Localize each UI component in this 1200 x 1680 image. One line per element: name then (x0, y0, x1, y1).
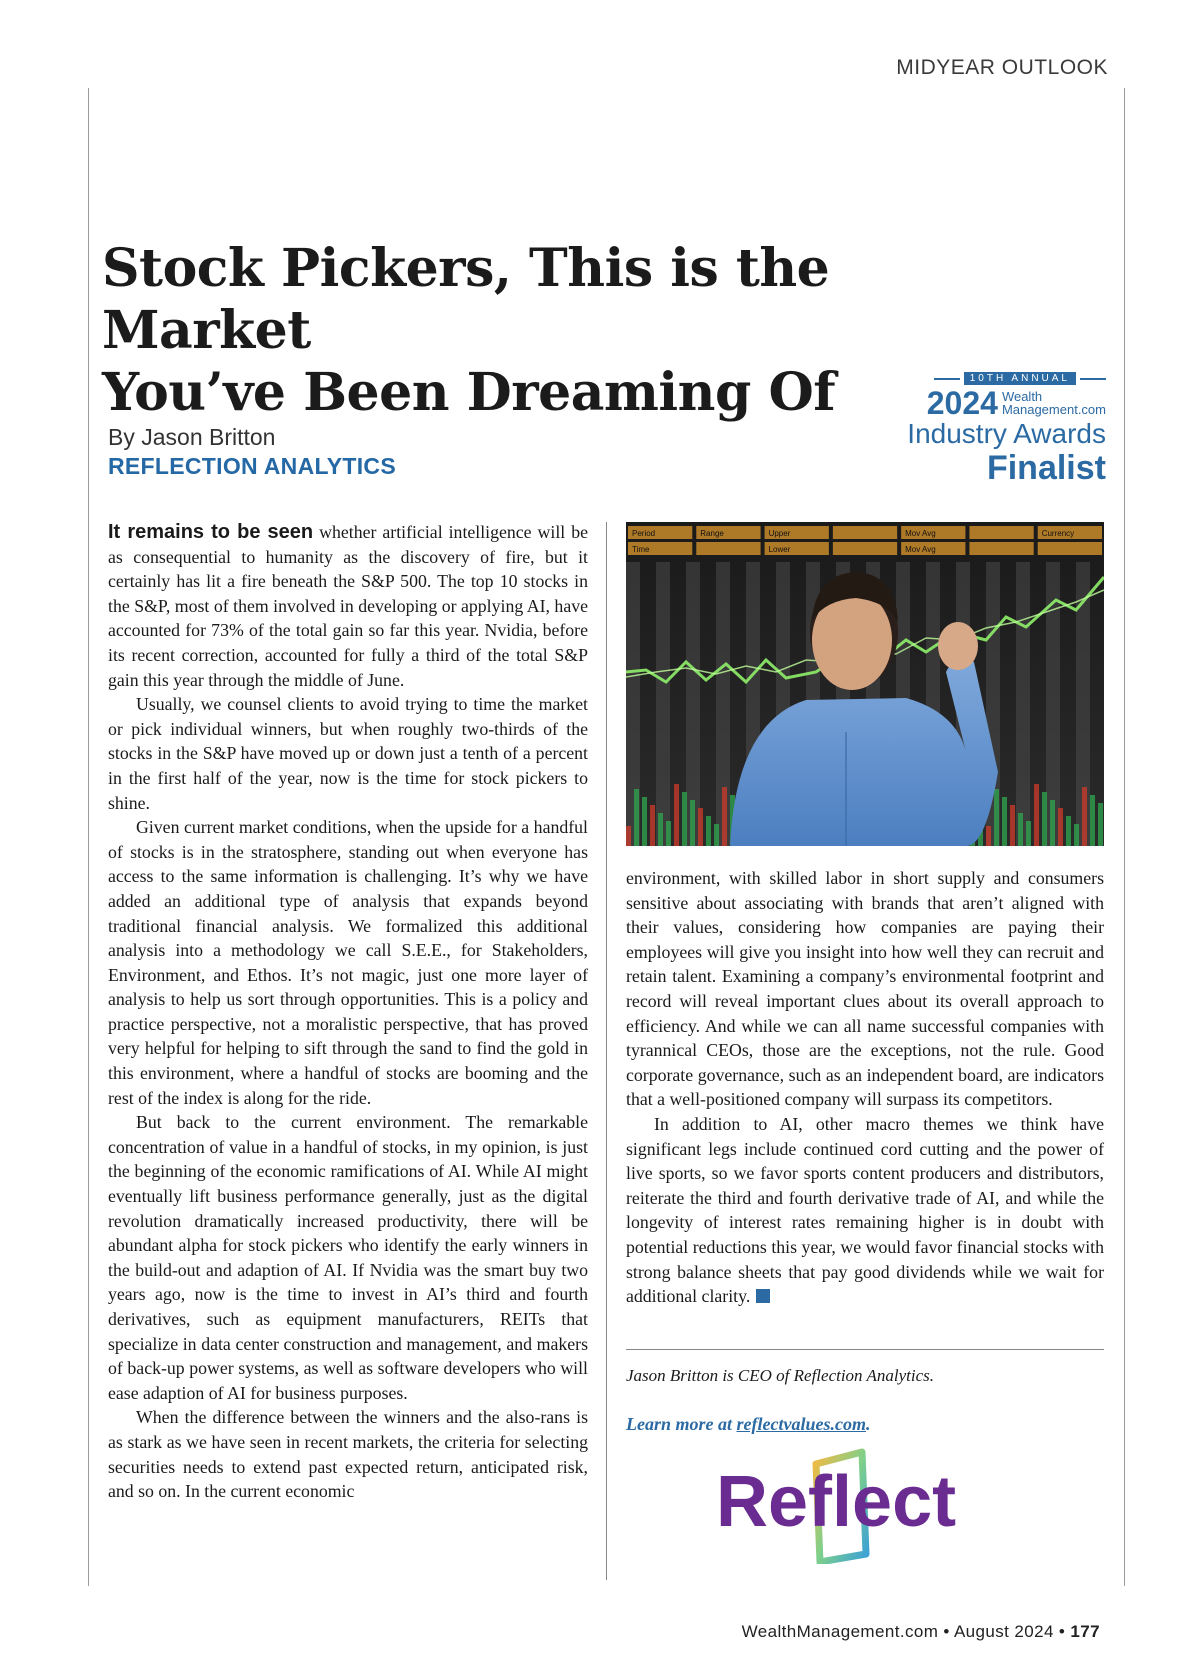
left-margin-rule (88, 88, 89, 1586)
lead-in: It remains to be seen (108, 521, 314, 543)
screen-bar (650, 805, 655, 846)
footer-site: WealthManagement.com (741, 1622, 939, 1641)
screen-bar (1034, 784, 1039, 846)
title-line-1: Stock Pickers, This is the Market (102, 238, 830, 361)
award-annual-text: 10TH ANNUAL (964, 372, 1076, 385)
screen-bar (682, 792, 687, 846)
screen-bar (666, 821, 671, 846)
award-year: 2024 (926, 385, 998, 421)
screen-bar (714, 824, 719, 846)
author-company: REFLECTION ANALYTICS (108, 453, 396, 479)
screen-bar (674, 784, 679, 846)
award-name: Industry Awards (907, 418, 1106, 449)
screen-bar (1010, 805, 1015, 846)
paragraph-2: Usually, we counsel clients to avoid trying to time the market or pick individual winners, but when roughly two-thirds of the stocks in the S&P have moved up or down just a tenth of a percent in the first half of the year, now is the time for stock pickers to shine. (108, 694, 588, 813)
ticker-label: Time (632, 545, 650, 554)
website-link[interactable]: reflectvalues.com (736, 1414, 866, 1434)
screen-bar (1026, 821, 1031, 846)
paragraph-6: In addition to AI, other macro themes we think have significant legs include continued cord cutting and the power of live sports, so we favor sports content producers and distributors, reiterate the third and fourth derivative trade of AI, and while the longevity of interest rates remaining higher is in doubt with potential reductions this year, we would favor financial stocks with strong balance sheets that pay good dividends while we wait for additional clarity. (626, 1113, 1104, 1307)
screen-bar (1082, 787, 1087, 846)
screen-stripe (1016, 562, 1030, 846)
screen-bar (1002, 797, 1007, 846)
screen-bar (1074, 824, 1079, 846)
ticker-label: Mov Avg (905, 529, 936, 538)
paragraph-5: When the difference between the winners and the also-rans is as stark as we have seen in recent markets, the criteria for selecting securities needs to extend past expected return, anticipated risk, and so on. In the current economic (108, 1407, 588, 1502)
ticker-label: Period (632, 529, 656, 538)
screen-bar (1042, 792, 1047, 846)
right-margin-rule (1124, 88, 1125, 1586)
page-footer: WealthManagement.com • August 2024 • 177 (741, 1622, 1100, 1641)
screen-bar (634, 789, 639, 846)
column-divider (606, 522, 607, 1580)
ticker-cell (833, 542, 897, 555)
ticker-cell (1038, 542, 1102, 555)
award-badge (866, 372, 1106, 487)
screen-bar (1090, 795, 1095, 846)
paragraph-4: But back to the current environment. The remarkable concentration of value in a handful of stocks, in my opinion, is just the beginning of the economic ramifications of AI. While AI might eventually lift business performance generally, just as the digital revolution dramatically increased productivity, there will be abundant alpha for stock pickers who identify the early winners in the build-out and adaption of AI. If Nvidia was the smart buy two years ago, now is the time to invest in AI’s third and fourth derivatives, such as equipment manufacturers, REITs that specialize in data center construction and management, and makers of back-up power systems, as well as software developers who will ease adaption of AI for business purposes. (108, 1112, 588, 1403)
footer-date: August 2024 (953, 1622, 1054, 1641)
ticker-label: Mov Avg (905, 545, 936, 554)
ticker-cell (969, 542, 1033, 555)
screen-bar (642, 797, 647, 846)
screen-bar (706, 816, 711, 846)
paragraph-1: It remains to be seen whether artificial intelligence will be as consequential to humanity as the discovery of fire, but it certainly has lit a fire beneath the S&P 500. The top 10 stocks in the S&P, most of them involved in developing or applying AI, have accounted for 73% of the total gain so far this year. Nvidia, before its recent correction, accounted for fully a third of the total S&P gain this year through the middle of June. (108, 521, 588, 690)
screen-bar (1050, 800, 1055, 846)
screen-bar (626, 826, 631, 846)
paragraph-5-continued: environment, with skilled labor in short supply and consumers sensitive about associating with brands that aren’t aligned with their values, considering how companies are paying their employees will give you insight into how well they can recruit and retain talent. Examining a company’s environmental footprint and record will reveal important clues about its overall approach to efficiency. And while we can all name successful companies with tyrannical CEOs, those are the exceptions, not the rule. Good corporate governance, such as an independent board, are indicators that a well-positioned company will surpass its competitors. (626, 868, 1104, 1110)
end-mark-icon (756, 1289, 770, 1303)
ticker-cell (969, 526, 1033, 539)
screen-bar (986, 826, 991, 846)
screen-bar (658, 813, 663, 846)
award-annual-banner (866, 372, 1106, 385)
award-status: Finalist (986, 449, 1106, 487)
screen-bar (690, 800, 695, 846)
award-site: Wealth Management.com (1001, 389, 1106, 417)
page-number: 177 (1070, 1622, 1100, 1641)
screen-bar (1018, 813, 1023, 846)
ticker-cell (833, 526, 897, 539)
screen-bar (1058, 808, 1063, 846)
screen-bar (698, 808, 703, 846)
title-line-2: You’ve Been Dreaming Of (102, 362, 836, 423)
ticker-label: Upper (768, 529, 791, 538)
author-bio: Jason Britton is CEO of Reflection Analytics. (626, 1366, 935, 1385)
paragraph-3: Given current market conditions, when the upside for a handful of stocks is in the stratosphere, standing out when everyone has access to the same information is challenging. It’s why we have added an additional type of analysis that expands beyond traditional financial analysis. We formalized this additional analysis into a methodology we call S.E.E., for Stakeholders, Environment, and Ethos. It’s not magic, just one more layer of analysis to help us sort through opportunities. This is a policy and practice perspective, not a moralistic perspective, that has proved very helpful for helping to sift through the sand to find the gold in this environment, where a handful of stocks are booming and the rest of the index is along for the ride. (108, 817, 588, 1108)
reflect-logo (716, 1446, 1016, 1564)
ticker-cell (696, 542, 760, 555)
screen-bar (994, 789, 999, 846)
article-column-right (626, 866, 1104, 1309)
ticker-label: Range (700, 529, 724, 538)
logo-text: Reflect (716, 1462, 957, 1542)
screen-bar (1066, 816, 1071, 846)
bio-divider (626, 1349, 1104, 1350)
byline: By Jason Britton (108, 424, 276, 450)
screen-bar (1098, 803, 1103, 846)
screen-stripe (656, 562, 670, 846)
ticker-label: Lower (768, 545, 791, 554)
section-label: MIDYEAR OUTLOOK (896, 56, 1108, 79)
learn-more: Learn more at reflectvalues.com. (626, 1414, 871, 1434)
screen-bar (722, 787, 727, 846)
stock-trader-photo (626, 522, 1104, 846)
ticker-label: Currency (1041, 529, 1075, 538)
article-column-left (108, 520, 588, 1504)
